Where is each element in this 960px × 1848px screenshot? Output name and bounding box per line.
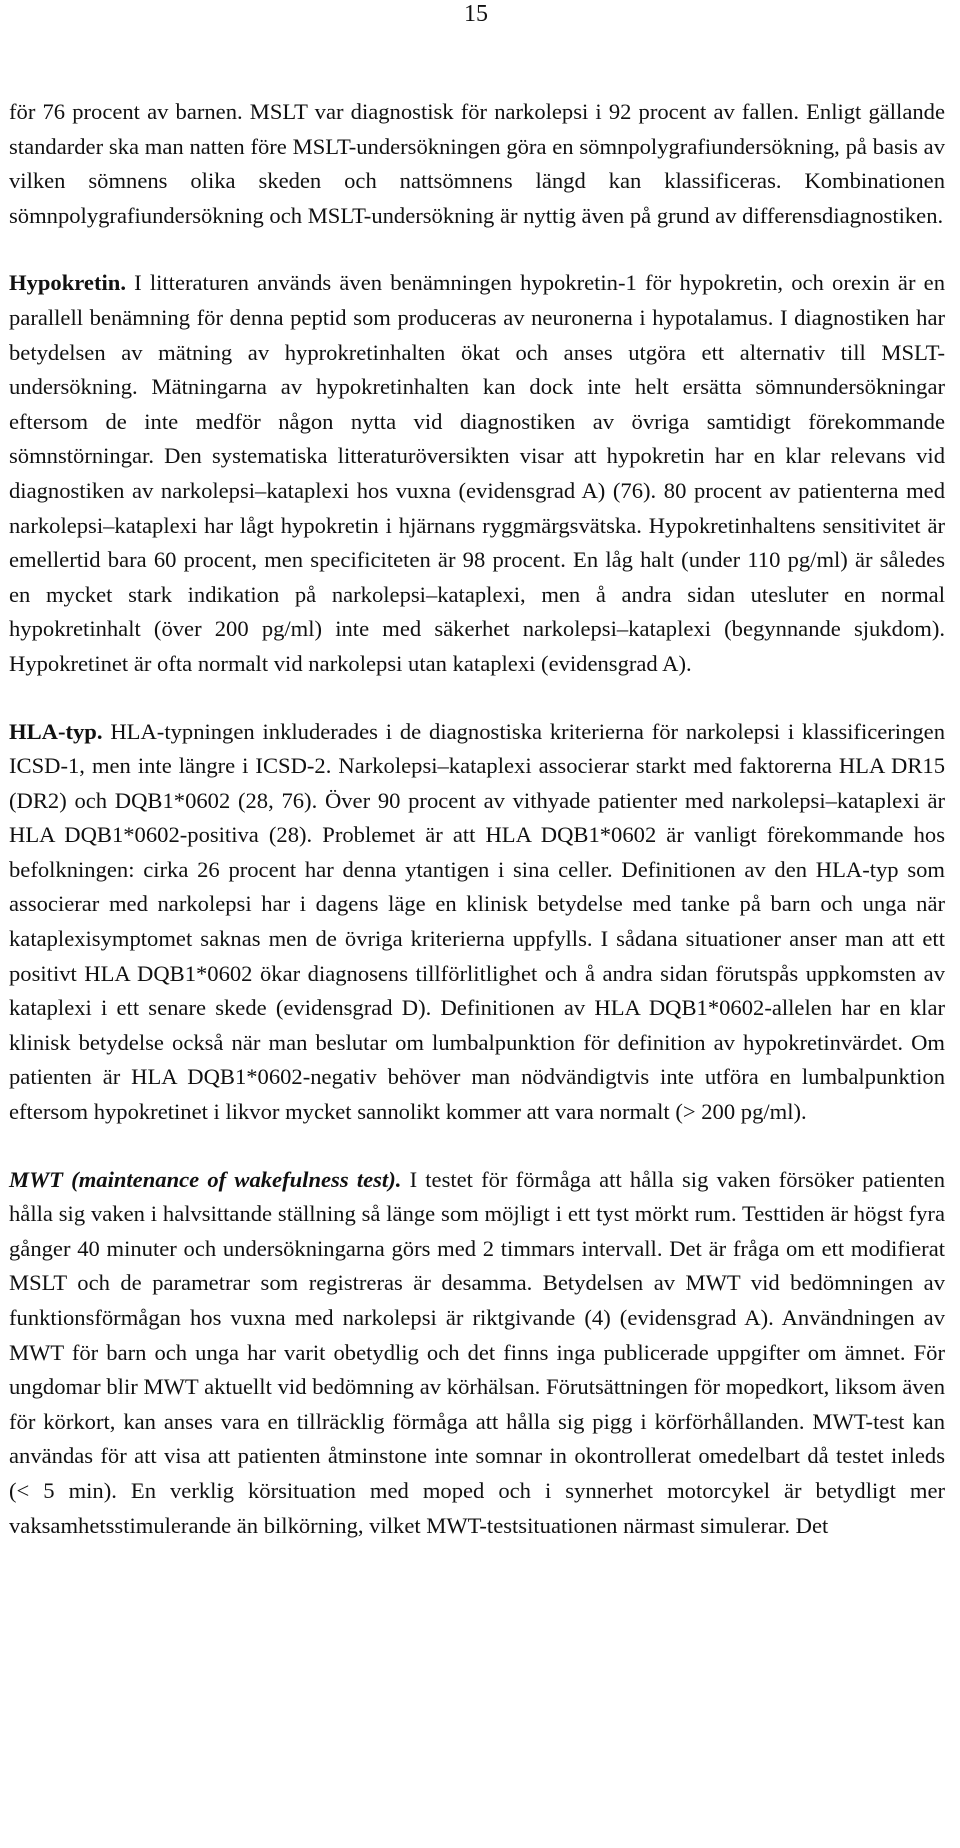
paragraph-mwt <box>9 1163 945 1544</box>
paragraph-intro-text: för 76 procent av barnen. MSLT var diagnostisk för narkolepsi i 92 procent av fallen. Enligt gällande standarder ska man natten före MSLT-undersökningen göra en sömnpolygrafiundersökning, på basis av vilken sömnens olika skeden och nattsömnens längd kan klassificeras. Kombinationen sömnpolygrafiundersökning och MSLT-undersökning är nyttig även på grund av differensdiagnostiken. <box>9 99 945 228</box>
document-body <box>9 95 945 1543</box>
paragraph-intro <box>9 95 945 233</box>
paragraph-hla <box>9 715 945 1130</box>
paragraph-gap <box>9 682 945 715</box>
mwt-text: I testet för förmåga att hålla sig vaken försöker patienten hålla sig vaken i halvsittande ställning så länge som möjligt i ett tyst mörkt rum. Testtiden är högst fyra gånger 40 minuter och undersökningarna görs med 2 timmars intervall. Det är fråga om ett modifierat MSLT och de parametrar som registreras är desamma. Betydelsen av MWT vid bedömningen av funktionsförmågan hos vuxna med narkolepsi är riktgivande (4) (evidensgrad A). Användningen av MWT för barn och unga har varit obetydlig och det finns inga publicerade uppgifter om ämnet. För ungdomar blir MWT aktuellt vid bedömning av körhälsan. Förutsättningen för mopedkort, liksom även för körkort, kan anses vara en tillräcklig förmåga att hålla sig pigg i körförhållanden. MWT-test kan användas för att visa att patienten åtminstone inte somnar in okontrollerat omedelbart då testet inleds (< 5 min). En verklig körsituation med moped och i synnerhet motorcykel är betydligt mer vaksamhetsstimulerande än bilkörning, vilket MWT-testsituationen närmast simulerar. Det <box>9 1166 945 1538</box>
page-number: 15 <box>464 1 488 27</box>
hla-text: HLA-typningen inkluderades i de diagnostiska kriterierna för narkolepsi i klassificeringen ICSD-1, men inte längre i ICSD-2. Narkolepsi–kataplexi associerar starkt med faktorerna HLA DR15 (DR2) och DQB1*0602 (28, 76). Över 90 procent av vithyade patienter med narkolepsi–kataplexi är HLA DQB1*0602-positiva (28). Problemet är att HLA DQB1*0602 är vanligt förekommande hos befolkningen: cirka 26 procent har denna ytantigen i sina celler. Definitionen av den HLA-typ som associerar med narkolepsi har i dagens läge en klinisk betydelse med tanke på barn och unga när kataplexisymptomet saknas men de övriga kriterierna uppfylls. I sådana situationer anser man att ett positivt HLA DQB1*0602 ökar diagnosens tillförlitlighet och å andra sidan förutspås uppkomsten av kataplexi i ett senare skede (evidensgrad D). Definitionen av HLA DQB1*0602-allelen har en klar klinisk betydelse också när man beslutar om lumbalpunktion för definition av hypokretinvärdet. Om patienten är HLA DQB1*0602-negativ behöver man nödvändigtvis inte utföra en lumbalpunktion eftersom hypokretinet i likvor mycket sannolikt kommer att vara normalt (> 200 pg/ml). <box>9 718 945 1125</box>
mwt-heading: MWT (maintenance of wakefulness test). <box>9 1166 402 1192</box>
paragraph-hypokretin <box>9 266 945 681</box>
hypokretin-text: I litteraturen används även benämningen hypokretin-1 för hypokretin, och orexin är en parallell benämning för denna peptid som produceras av neuronerna i hypotalamus. I diagnostiken har betydelsen av mätning av hyprokretinhalten ökat och anses utgöra ett alternativ till MSLT-undersökning. Mätningarna av hypokretinhalten kan dock inte helt ersätta sömnundersökningar eftersom de inte medför någon nytta vid diagnostiken av övriga samtidigt förekommande sömnstörningar. Den systematiska litteraturöversikten visar att hypokretin har en klar relevans vid diagnostiken av narkolepsi–kataplexi hos vuxna (evidensgrad A) (76). 80 procent av patienterna med narkolepsi–kataplexi har lågt hypokretin i hjärnans ryggmärgsvätska. Hypokretinhaltens sensitivitet är emellertid bara 60 procent, men specificiteten är 98 procent. En låg halt (under 110 pg/ml) är således en mycket stark indikation på narkolepsi–kataplexi, men å andra sidan utesluter en normal hypokretinhalt (över 200 pg/ml) inte med säkerhet narkolepsi–kataplexi (begynnande sjukdom). Hypokretinet är ofta normalt vid narkolepsi utan kataplexi (evidensgrad A). <box>9 270 945 676</box>
paragraph-gap <box>9 1130 945 1163</box>
paragraph-gap <box>9 233 945 266</box>
hla-heading: HLA-typ. <box>9 718 103 744</box>
hypokretin-heading: Hypokretin. <box>9 270 126 296</box>
